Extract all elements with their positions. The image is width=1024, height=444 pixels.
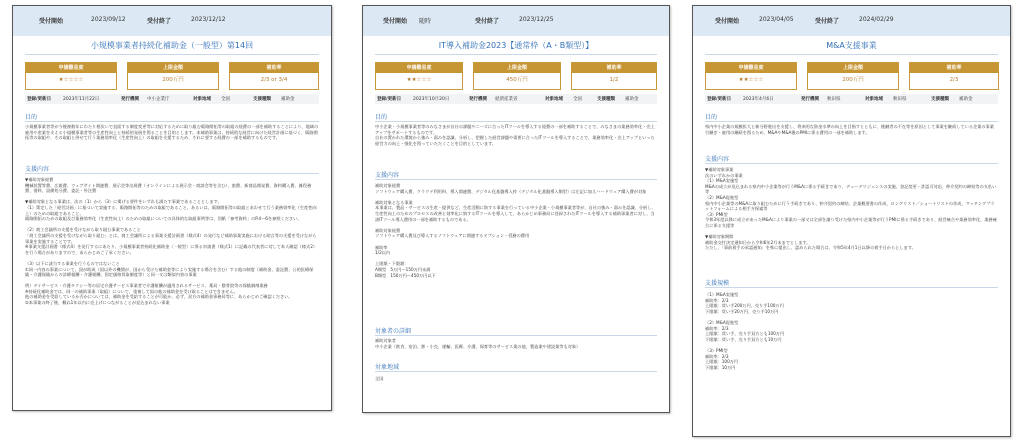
region-label: 対象地域 [545,97,563,102]
subsidy-card-1 [12,5,332,411]
end-label: 受付終了 [815,18,840,25]
purpose-divider [375,121,657,122]
title-divider [375,54,657,55]
rate-label: 補助率 [910,63,998,73]
difficulty-label: 申請難易度 [26,63,116,73]
info-bar [705,94,998,104]
difficulty-stars: ★★☆☆☆ [738,77,764,83]
card-header [693,6,1010,36]
region-value: 秋田県 [893,97,907,102]
card-title: IT導入補助金2023【通常枠（A・B類型）】 [438,41,594,50]
difficulty-box [705,62,797,90]
region-label: 対象地域 [193,97,211,102]
updated-value: 2023年10月20日 [413,97,450,102]
purpose-text: 県内中小企業の規模拡大と新分野進出を支援し、将来的な資金水準の向上を目指すとともに、後継者の不在等を原因として事業を継続している企業の事業引継ぎ・雇用の継続を図るため、M&AやM&A後のPMIに係る費用の一部を補助します。 [705,124,994,135]
end-label: 受付終了 [147,18,172,25]
rate-value: 1/2 [609,77,619,83]
limit-value: 450万円 [506,77,528,83]
region-value: 全国 [573,97,582,102]
support-heading: 支援内容 [375,172,400,179]
support-divider [25,173,319,174]
card-title: M&A支援事業 [826,41,877,50]
limit-box [807,62,899,90]
limit-box [473,62,561,90]
issuer-label: 発行機関 [121,97,139,102]
kind-label: 支援種類 [931,97,949,102]
rate-box [229,62,319,90]
end-label: 受付終了 [475,18,500,25]
target-region-heading: 対象地域 [375,364,400,371]
updated-label: 登録/更新日 [377,97,402,102]
support-divider [375,179,657,180]
difficulty-stars: ★☆☆☆☆ [58,77,84,83]
purpose-text: 中小企業・小規模事業者等のみなさまが自社の課題やニーズに合ったITツールを導入する経費の一部を補助することで、みなさまの業務効率化・売上アップをサポートするものです。 自社の置かれた環境から強み・弱みを認識、分析し、把握した経営課題や需要に合ったITツールを導入することで、業務効率化・売上アップといった経営力の向上・強化を図っていただくことを目的としています。 [375,124,655,146]
start-date: 2023/04/05 [759,16,794,23]
kind-value: 補助金 [959,97,973,102]
issuer-label: 発行機関 [801,97,819,102]
kind-label: 支援種類 [597,97,615,102]
rate-value: 2/3 [949,77,959,83]
start-date: 随時 [419,18,432,25]
kind-label: 支援種類 [253,97,271,102]
issuer-value: 経済産業省 [495,97,518,102]
end-date: 2023/12/25 [519,16,554,23]
issuer-value: 秋田県 [827,97,841,102]
target-region-text: 全国 [375,376,384,381]
support-divider [705,163,998,164]
updated-value: 2023年11月22日 [63,97,100,102]
difficulty-label: 申請難易度 [706,63,796,73]
limit-label: 上限金額 [474,63,560,73]
limit-box [127,62,219,90]
card-title: 小規模事業者持続化補助金（一般型）第14回 [90,41,254,50]
kind-value: 補助金 [281,97,295,102]
updated-value: 2023年4月6日 [743,97,774,102]
start-label: 受付開始 [715,18,740,25]
target-region-divider [375,371,657,372]
updated-label: 登録/更新日 [27,97,52,102]
limit-value: 200万円 [162,77,184,83]
info-bar [25,94,319,104]
updated-label: 登録/更新日 [707,97,732,102]
rate-label: 補助率 [230,63,318,73]
limit-value: 200万円 [842,77,864,83]
rate-label: 補助率 [572,63,656,73]
limit-label: 上限金額 [808,63,898,73]
difficulty-box [375,62,463,90]
start-label: 受付開始 [39,18,64,25]
support-heading: 支援内容 [705,156,730,163]
targets-text: 補助対象者 中小企業（飲食、宿泊、卸・小売、運輸、医療、介護、保育等のサービス業の他、製造業や建設業等も対象） [375,338,581,349]
support-text: 補助対象経費 ソフトウェア購入費、クラウド利用料、導入関連費、デジタル化基盤導入枠（デジタル化基盤導入類型）は左記に加えハードウェア購入費が対象 補助対象となる事業 本事業は、製品・サービスの生産・提供など、生産活動に資する事業を行っている中小企業・小規模事業者等が、自社の強み・弱みを認識、分析し、生産性向上のためのプロセスの改善と効率化に資するITツールを導入して、あらかじめ事務局に登録されたITツールを導入する補助事業者に対し、当該ITツール導入費用の一部を補助するものである。 補助対象経費 ソフトウェア購入費及び導入するソフトウェアに関連するオプション・役務の費用 補助率 1/2以内 上限額・下限額： A類型 5万円〜150万円未満 B類型 150万円〜450万円以下 [375,183,656,278]
card-header [13,6,331,36]
purpose-divider [705,121,998,122]
support-heading: 支援内容 [25,166,50,173]
kind-value: 補助金 [625,97,639,102]
region-value: 全国 [221,97,230,102]
end-date: 2023/12/12 [191,16,226,23]
issuer-value: 中小企業庁 [147,97,170,102]
support-text: ▼補助対象事業 次のいずれかの事業 （1）M&A実施型 M&Aの成立が見込まれる県内中小企業等が行うM&Aに係る手続きであり、デューデリジェンスの実施、登記変更・許認可対応、仲介契約の締結等の支払い等 （2）M&A促進型 県内中小企業等のM&Aに取り組むために行う手続きであり、仲介契約の締結、企業概要書の作成、ロングリスト／ショートリストの作成、マッチングプラットフォームによる相手方探索等 （3）PMI型 令和3年度以降に成立があったM&Aにより事業の一部又は全部を譲り受けた県内中小企業等が行うPMIに係る手続きであり、経営統合や業務効率化、業務統合に係る支援等 ▼補助対象期間 補助金交付決定通知日から令和6年2月末までとします。 ただし、「事前着手の承認通知」を県に提出し、認められた場合は、令和5年4月1日以降の着手日からとします。 [705,167,997,251]
rate-value: 2/3 or 3/4 [260,77,288,83]
limit-label: 上限金額 [128,63,218,73]
region-label: 対象地域 [865,97,883,102]
card-header [363,6,669,36]
start-date: 2023/09/12 [91,16,126,23]
info-bar [375,94,657,104]
difficulty-stars: ★★☆☆☆ [406,77,432,83]
difficulty-label: 申請難易度 [376,63,462,73]
end-date: 2024/02/29 [859,16,894,23]
support-text: ▼補助対象経費 機械装置等費、広報費、ウェブサイト関連費、展示会等出展費（オンラインによる展示会・商談会等を含む）、旅費、新商品開発費、資料購入費、雑役務費、借料、設備処分費、委託・外注費 ▼補助対象となる事業は、次の（1）から（3）に掲げる要件をいずれも満たす事業であることとします。 （1）策定した「経営計画」に基づいて実施する、販路開拓等のための取組であること。あるいは、販路開拓等の取組とあわせて行う業務効率化（生産性向上）のための取組であること。 販路開拓のための取組及び業務効率化（生産性向上）のための取組についての具体的な取組事例等は、別紙「参考資料」のP.4〜6を参照ください。 （2）商工会議所の支援を受けながら取り組む事業であること 「商工会議所の支援を受けながら取り組む」とは、商工会議所による事業支援計画書（様式4）の発行など補助事業実施における助言等の支援を受けながら事業を実施することです。 ※事業支援計画書（様式4）を発行するにあたり、小規模事業者持続化補助金〈一般型〉に係る申請書（様式1）に記載の代表者に対して本人確認（様式2）を行う場合がありますので、あらかじめご了承ください。 （3）以下に該当する事業を行うものではないこと ①同一内容の事業について、国が助成（国以外の機関が、国から受けた補助金等により実施する場合を含む）する他の制度（補助金、委託費、公的医療保険・介護保険からの診療報酬・介護報酬、固定価格買取制度等）と同一又は類似内容の事業 例）デイサービス・介護タクシー等の居宅介護サービス事業者で介護報酬が適用されるサービス、薬局・整骨院等の保険調剤業務 ※持続化補助金では、同一の補助事業（取組）について、重複して国の他の補助金を受け取ることはできません。 他の補助金を受給しているか否かについては、補助金を受給することが可能か、必ず、双方の補助金事務局等に、あらかじめご確認ください。 ②本事業の終了後、概ね1年以内に売上げにつながることが見込まれない事業 [25,177,318,306]
scale-divider [705,287,998,288]
purpose-heading: 目的 [25,114,38,121]
purpose-divider [25,121,319,122]
purpose-heading: 目的 [705,114,718,121]
subsidy-card-3 [692,5,1011,437]
rate-box [571,62,657,90]
scale-text: （1）M&A実施型 補助率：2/3 上限額：買い手200万円、売り手100万円 下限額：買い手20万円、売り手10万円 （2）M&A促進型 補助率：2/3 上限額：買い手、売り手双方とも100万円 下限額：買い手、売り手双方とも10万円 （3）PMI型 補助率：2/3 上限額：100万円 下限額：10万円 [705,292,785,370]
purpose-text: 小規模事業者等が今後複数年にわたり相次いで直面する制度変更等に対応するために取り組む販路開拓等の取組の経費の一部を補助することにより、地域の雇用や産業を支える小規模事業者等の生産性向上と持続的発展を図ることを目的とします。本補助事業は、持続的な経営に向けた経営計画に基づく、販路開拓等の取組や、その取組と併せて行う業務効率化（生産性向上）の取組を支援するため、それに要する経費の一部を補助するものです。 [25,124,319,141]
targets-divider [375,335,657,336]
start-label: 受付開始 [383,18,408,25]
subsidy-card-2 [362,5,670,413]
title-divider [705,54,998,55]
purpose-heading: 目的 [375,114,388,121]
issuer-label: 発行機関 [469,97,487,102]
difficulty-box [25,62,117,90]
rate-box [909,62,999,90]
targets-heading: 対象者の詳細 [375,328,412,335]
scale-heading: 支援規模 [705,280,730,287]
title-divider [25,54,319,55]
